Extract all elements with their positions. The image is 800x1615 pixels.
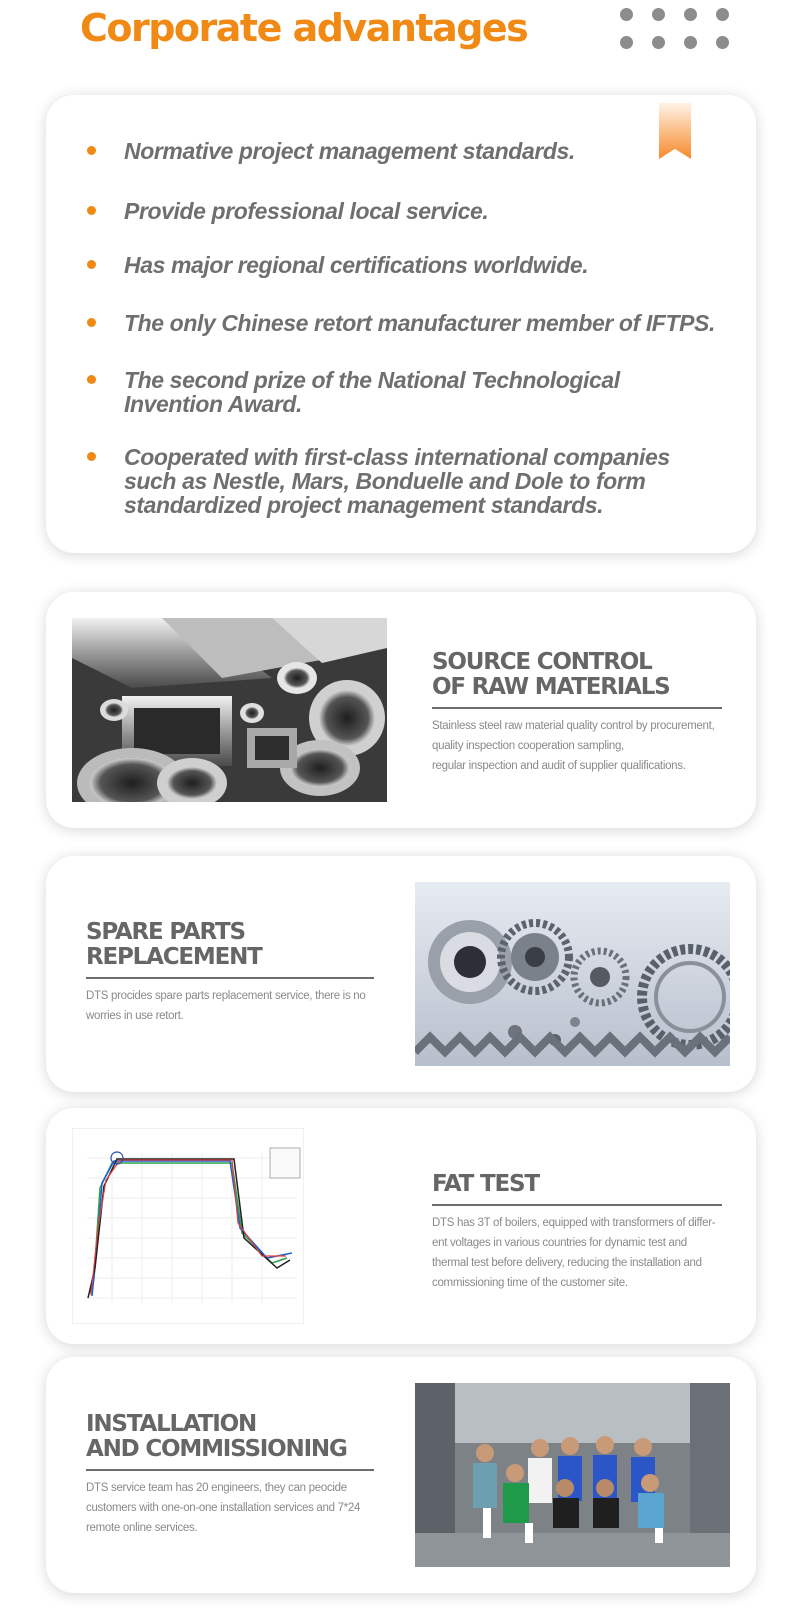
installation-card	[46, 1357, 756, 1593]
section-heading: INSTALLATION AND COMMISSIONING	[86, 1412, 374, 1471]
page-title: Corporate advantages	[80, 6, 528, 50]
section-description: DTS service team has 20 engineers, they can peocide customers with one-on-one installation services and 7*24 remote online services.	[86, 1482, 361, 1534]
list-item: The second prize of the National Technological Invention Award.	[124, 368, 724, 416]
spare-parts-text	[86, 920, 374, 1026]
bullet-icon	[87, 375, 96, 384]
bullet-icon	[87, 318, 96, 327]
raw-materials-card	[46, 592, 756, 828]
installation-text	[86, 1412, 374, 1538]
decorative-dots-icon	[620, 8, 729, 49]
section-description: DTS procides spare parts replacement service, there is no worries in use retort.	[86, 990, 366, 1022]
list-item: Has major regional certifications worldwide.	[124, 253, 724, 277]
bullet-icon	[87, 260, 96, 269]
service-team-photo	[415, 1383, 730, 1567]
section-description: DTS has 3T of boilers, equipped with transformers of differ- ent voltages in various countries for dynamic test and thermal test before delivery, reducing the installation and commissioning time of the customer site.	[432, 1217, 716, 1289]
temperature-curve-chart-image	[72, 1128, 304, 1324]
spare-parts-card	[46, 856, 756, 1092]
fat-test-card	[46, 1108, 756, 1344]
section-heading: SOURCE CONTROL OF RAW MATERIALS	[432, 650, 722, 709]
section-heading: FAT TEST	[432, 1172, 722, 1206]
list-item: Provide professional local service.	[124, 199, 724, 223]
list-item: The only Chinese retort manufacturer member of IFTPS.	[124, 311, 764, 335]
stainless-steel-tubes-photo	[72, 618, 387, 802]
section-heading: SPARE PARTS REPLACEMENT	[86, 920, 374, 979]
list-item: Cooperated with first-class international companies such as Nestle, Mars, Bonduelle and Dole to form standardized project management standards.	[124, 445, 724, 517]
advantages-card	[46, 95, 756, 553]
raw-materials-text	[432, 650, 722, 776]
section-description: Stainless steel raw material quality control by procurement, quality inspection cooperation sampling, regular inspection and audit of supplier qualifications.	[432, 720, 715, 772]
list-item: Normative project management standards.	[124, 139, 724, 163]
bullet-icon	[87, 452, 96, 461]
bullet-icon	[87, 146, 96, 155]
gears-and-parts-photo	[415, 882, 730, 1066]
fat-test-text	[432, 1172, 722, 1293]
bullet-icon	[87, 206, 96, 215]
